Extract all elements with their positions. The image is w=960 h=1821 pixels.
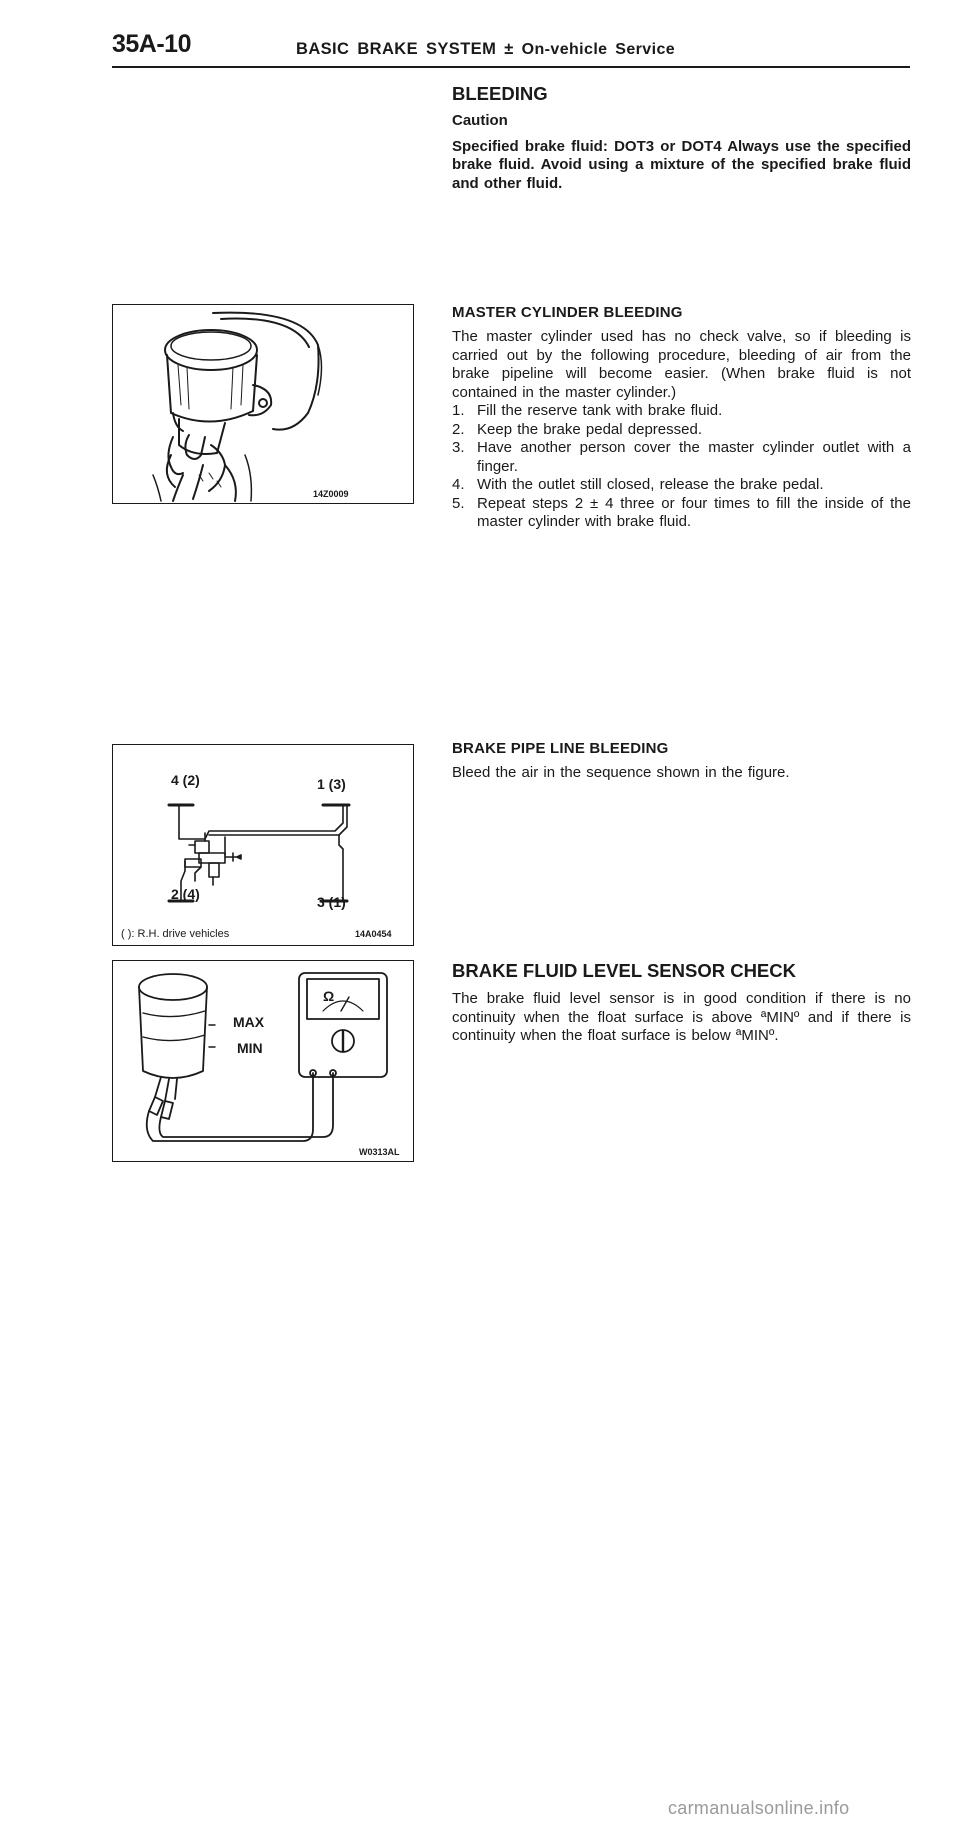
header-rule [112,66,910,68]
step-2-text: Keep the brake pedal depressed. [477,420,702,438]
figure-brake-pipe-line [112,744,414,946]
min-level-label: MIN [237,1040,263,1056]
pipe-line-section [452,740,911,783]
step-4 [452,476,911,495]
step-1-text: Fill the reserve tank with brake fluid. [477,402,723,419]
figure-code-14z0009: 14Z0009 [313,489,349,499]
watermark-text: carmanualsonline.info [668,1798,850,1818]
caution-label: Caution [452,112,508,129]
step-4-text: With the outlet still closed, release the brake pedal. [477,476,824,493]
page-number: 35A-10 [112,30,191,58]
figure-code-14a0454: 14A0454 [355,929,392,939]
step-1 [452,402,911,421]
header-subtitle: On-vehicle Service [521,41,676,58]
level-sensor-heading: BRAKE FLUID LEVEL SENSOR CHECK [452,960,796,981]
caution-text: Specified brake fluid: DOT3 or DOT4 Always use the specified brake fluid. Avoid using a mixture of the specified brake fluid and other fluid. [452,137,911,192]
step-1-number: 1. [452,402,465,419]
step-3 [452,439,911,476]
wheel-label-4-2: 4 (2) [171,772,200,788]
pipe-line-heading: BRAKE PIPE LINE BLEEDING [452,740,669,757]
step-3-number: 3. [452,439,465,456]
master-cylinder-steps [452,402,911,532]
wheel-label-3-1: 3 (1) [317,894,346,910]
step-3-text: Have another person cover the master cylinder outlet with a finger. [477,439,911,475]
header-title-main: BASIC BRAKE SYSTEM ± [296,40,514,58]
step-2-number: 2. [452,420,465,438]
master-cylinder-illustration [113,305,413,503]
step-2 [452,421,911,440]
pipe-line-text: Bleed the air in the sequence shown in the figure. [452,764,790,781]
master-cylinder-section [452,304,911,532]
level-sensor-illustration [113,961,413,1161]
figure-master-cylinder [112,304,414,504]
bleeding-heading: BLEEDING [452,83,548,104]
level-sensor-text: The brake fluid level sensor is in good condition if there is no continuity when the float surface is above ªMINº and if there is continuity when the float surface is below ªMINº. [452,990,911,1044]
wheel-label-2-4: 2 (4) [171,886,200,902]
wheel-label-1-3: 1 (3) [317,776,346,792]
step-4-number: 4. [452,476,465,493]
step-5 [452,495,911,532]
figure-code-w0313al: W0313AL [359,1147,400,1157]
header-title [296,40,675,59]
master-cylinder-heading: MASTER CYLINDER BLEEDING [452,304,683,321]
ohm-symbol: Ω [323,988,335,1004]
bleeding-section [452,83,911,193]
level-sensor-section [452,960,911,1046]
step-5-number: 5. [452,494,465,512]
rh-drive-note: ( ): R.H. drive vehicles [121,928,230,940]
max-level-label: MAX [233,1014,265,1030]
step-5-text: Repeat steps 2 ± 4 three or four times to fill the inside of the master cylinder with brake fluid. [477,494,911,530]
figure-level-sensor [112,960,414,1162]
brake-pipe-line-diagram [113,745,413,945]
master-cylinder-intro: The master cylinder used has no check valve, so if bleeding is carried out by the following procedure, bleeding of air from the brake pipeline will become easier. (When brake fluid is not contained in the master cylinder.) [452,328,911,401]
